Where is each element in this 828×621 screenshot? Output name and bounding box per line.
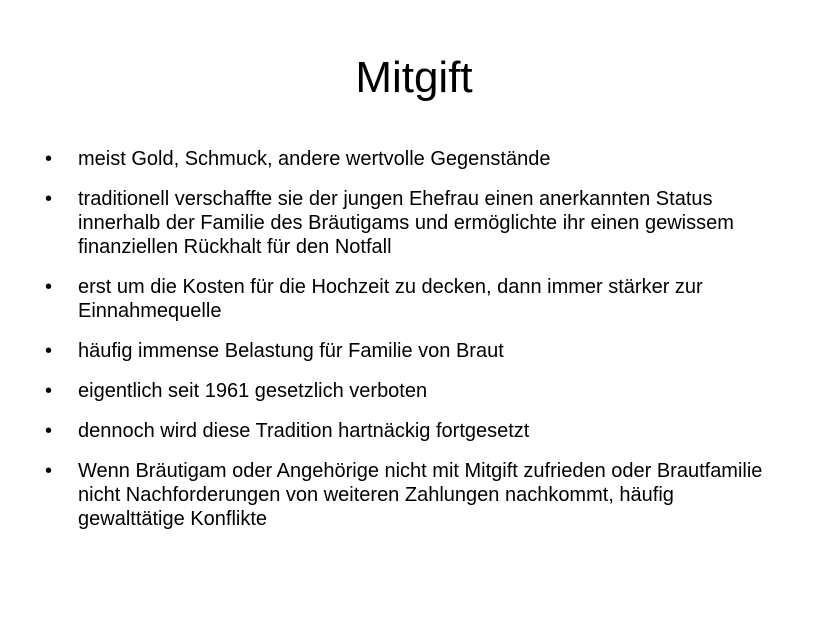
- bullet-text: eigentlich seit 1961 gesetzlich verboten: [78, 380, 428, 402]
- bullet-item: [41, 459, 781, 531]
- bullet-text: meist Gold, Schmuck, andere wertvolle Gegenstände: [78, 148, 551, 170]
- bullet-dot-icon: •: [45, 340, 53, 362]
- bullet-item: [41, 379, 781, 403]
- bullet-item: [41, 275, 781, 323]
- bullet-dot-icon: •: [45, 276, 53, 298]
- bullet-dot-icon: •: [45, 460, 53, 482]
- bullet-dot-icon: •: [45, 148, 53, 170]
- bullet-list: [41, 147, 781, 547]
- bullet-item: [41, 187, 781, 259]
- bullet-item: [41, 147, 781, 171]
- bullet-item: [41, 339, 781, 363]
- bullet-dot-icon: •: [45, 380, 53, 402]
- bullet-dot-icon: •: [45, 188, 53, 210]
- bullet-text: erst um die Kosten für die Hochzeit zu decken, dann immer stärker zur Einnahmequelle: [78, 276, 703, 322]
- bullet-text: Wenn Bräutigam oder Angehörige nicht mit Mitgift zufrieden oder Brautfamilie nicht Nachforderungen von weiteren Zahlungen nachkommt, häufig gewalttätige Konflikte: [78, 460, 763, 530]
- bullet-text: häufig immense Belastung für Familie von Braut: [78, 340, 504, 362]
- bullet-text: traditionell verschaffte sie der jungen Ehefrau einen anerkannten Status innerhalb der Familie des Bräutigams und ermöglichte ihr einen gewissem finanziellen Rückhalt für den Notfall: [78, 188, 734, 258]
- slide-title: Mitgift: [355, 53, 473, 102]
- bullet-item: [41, 419, 781, 443]
- bullet-dot-icon: •: [45, 420, 53, 442]
- bullet-text: dennoch wird diese Tradition hartnäckig fortgesetzt: [78, 420, 530, 442]
